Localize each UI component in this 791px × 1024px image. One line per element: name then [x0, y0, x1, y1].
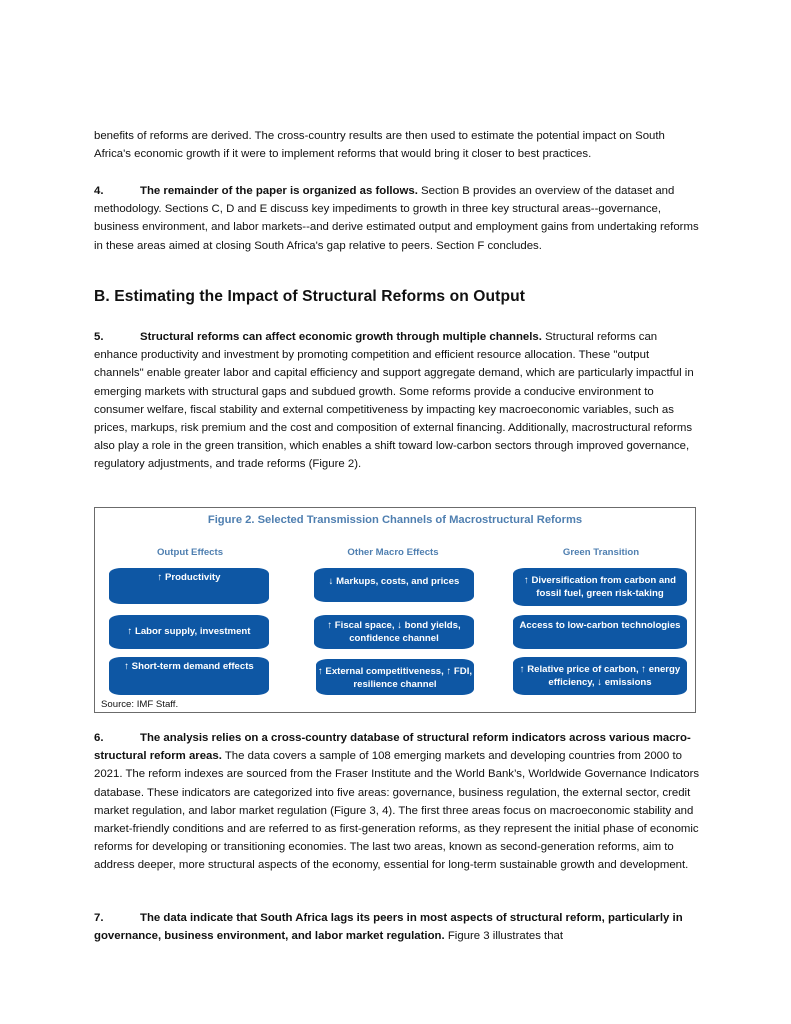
- channel-box-diversification: ↑ Diversification from carbon and fossil fuel, green risk-taking: [513, 568, 687, 606]
- channel-box-external-competitiveness: ↑ External competitiveness, ↑ FDI, resilience channel: [316, 659, 474, 695]
- paragraph-lead: The analysis relies on a cross-country database of structural reform indicators across various macro-structural reform areas.: [94, 732, 691, 763]
- channel-box-fiscal-space: ↑ Fiscal space, ↓ bond yields, confidence channel: [314, 615, 474, 649]
- channel-box-short-term-demand: ↑ Short-term demand effects: [109, 657, 269, 695]
- paragraph-body: Structural reforms can enhance productivity and investment by promoting competition and efficient resource allocation. These "output channels" enable greater labor and capital efficiency and support aggregate demand, which are particularly impactful in emerging markets with structural gaps and subdued growth. Some reforms provide a conducive environment to consumer welfare, fiscal stability and external competitiveness by impacting key macroeconomic variables, such as prices, markups, risk premium and the cost and composition of external financing. Additionally, macrostructural reforms also play a role in the green transition, which enables a shift toward low-carbon sectors through improved governance, regulatory adjustments, and trade reforms (Figure 2).: [94, 331, 694, 471]
- column-heading-output-effects: Output Effects: [156, 547, 224, 558]
- paragraph-number: 7.: [94, 912, 104, 924]
- channel-box-low-carbon-access: Access to low-carbon technologies: [513, 615, 687, 649]
- section-heading: B. Estimating the Impact of Structural Reforms on Output: [94, 288, 525, 305]
- channel-box-markups: ↓ Markups, costs, and prices: [314, 568, 474, 602]
- figure-2: [94, 507, 696, 713]
- paragraph-body: Section B provides an overview of the dataset and methodology. Sections C, D and E discuss key impediments to growth in three key structural areas--governance, business environment, and labor markets--and derive estimated output and employment gains from undertaking reforms in these areas aimed at closing South Africa's gap relative to peers. Section F concludes.: [94, 185, 699, 252]
- channel-box-carbon-price: ↑ Relative price of carbon, ↑ energy efficiency, ↓ emissions: [513, 657, 687, 695]
- paragraph-body: Figure 3 illustrates that: [444, 930, 564, 943]
- paragraph-4: [94, 182, 700, 255]
- paragraph-lead: Structural reforms can affect economic growth through multiple channels.: [140, 331, 542, 343]
- column-heading-green-transition: Green Transition: [562, 547, 640, 558]
- figure-title: Figure 2. Selected Transmission Channels of Macrostructural Reforms: [207, 514, 583, 526]
- paragraph-number: 4.: [94, 185, 104, 197]
- paragraph-6: [94, 729, 700, 875]
- channel-box-productivity: ↑ Productivity: [109, 568, 269, 604]
- channel-box-labor-supply: ↑ Labor supply, investment: [109, 615, 269, 649]
- column-heading-other-macro-effects: Other Macro Effects: [347, 547, 439, 558]
- paragraph-number: 5.: [94, 331, 104, 343]
- paragraph-body: The data covers a sample of 108 emerging markets and developing countries from 2000 to 2021. The reform indexes are sourced from the Fraser Institute and the World Bank’s, Worldwide Governance Indicators database. These indicators are categorized into five areas: governance, business regulation, the external sector, credit market regulation, and labor market regulation (Figure 3, 4). The first three areas focus on macroeconomic stability and market-friendly conditions and are referred to as first-generation reforms, as they represent the initial phase of economic reforms for developing or transitioning economies. The last two areas, known as second-generation reforms, aim to address deeper, more structural aspects of the economy, essential for long-term sustainable growth and development.: [94, 750, 700, 872]
- paragraph-lead: The data indicate that South Africa lags its peers in most aspects of structural reform, particularly in governance, business environment, and labor market regulation.: [94, 912, 683, 943]
- figure-source: Source: IMF Staff.: [101, 699, 179, 710]
- paragraph-5: [94, 328, 700, 474]
- paragraph-lead: The remainder of the paper is organized as follows.: [140, 185, 418, 197]
- paragraph-7: [94, 909, 700, 945]
- paragraph-number: 6.: [94, 732, 104, 744]
- paragraph-3-tail: benefits of reforms are derived. The cross-country results are then used to estimate the potential impact on South Africa's economic growth if it were to implement reforms that would bring it closer to best practices.: [94, 130, 665, 161]
